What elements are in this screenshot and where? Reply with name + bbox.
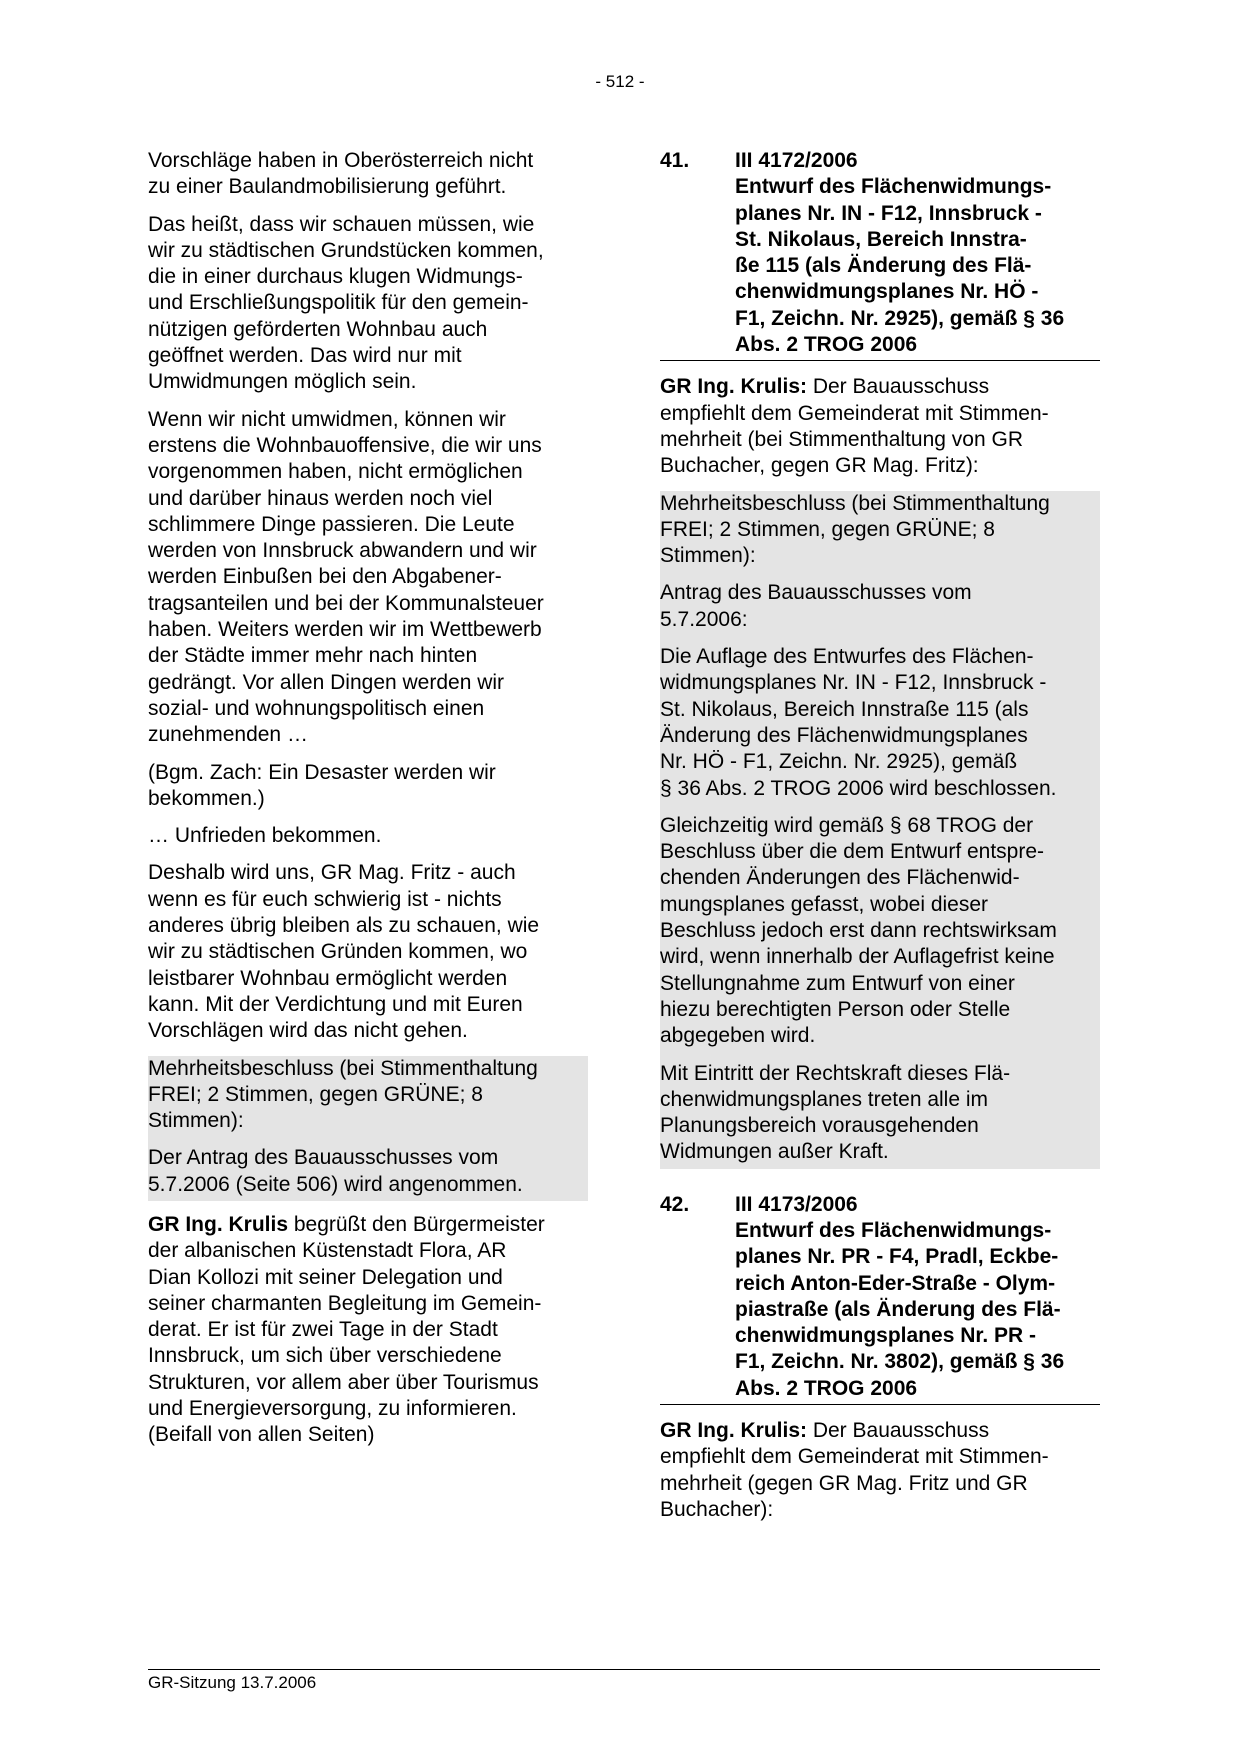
item-number: 41. <box>660 149 690 172</box>
speaker-name: GR Ing. Krulis: <box>660 1419 807 1443</box>
paragraph: … Unfrieden bekommen. <box>148 824 382 848</box>
agenda-item-41 <box>660 148 1100 361</box>
speaker-text: begrüßt den Bürgermeister der albanischen Küstenstadt Flora, AR Dian Kollozi mit seiner Delegation und seiner charmanten Begleitung im Gemein- derat. Er ist für zwei Tage in der Stadt Innsbruck, um sich über verschiedene Strukturen, vor allem aber über Tourismus und Energieversorgung, zu informieren. (Beifall von allen Seiten) <box>148 1212 545 1447</box>
resolution-block <box>148 1056 588 1201</box>
resolution-text: Der Antrag des Bauausschusses vom 5.7.2006 (Seite 506) wird angenommen. <box>148 1146 523 1196</box>
paragraph: Das heißt, dass wir schauen müssen, wie wir zu städtischen Grundstücken kommen, die in einer durchaus klugen Widmungs- und Erschließungspolitik für den gemein- nützigen geförderten Wohnbau auch geöffnet werden. Das wird nur mit Umwidmungen möglich sein. <box>148 212 544 394</box>
speaker-text: Der Bauausschuss empfiehlt dem Gemeinderat mit Stimmen- mehrheit (gegen GR Mag. Fritz und GR Buchacher): <box>660 1419 1049 1521</box>
paragraph: Deshalb wird uns, GR Mag. Fritz - auch wenn es für euch schwierig ist - nichts anderes übrig bleiben als zu schauen, wie wir zu städtischen Gründen kommen, wo leistbarer Wohnbau ermöglicht werden kann. Mit der Verdichtung und mit Euren Vorschlägen wird das nicht gehen. <box>148 861 540 1043</box>
paragraph <box>148 1212 588 1449</box>
resolution-text: Gleichzeitig wird gemäß § 68 TROG der Beschluss über die dem Entwurf entspre- chenden Änderungen des Flächenwid- mungsplanes gefasst, wobei dieser Beschluss jedoch erst dann rechtswirksam wird, wenn innerhalb der Auflagefrist keine Stellungnahme zum Entwurf von einer hiezu berechtigten Person oder Stelle abgegeben wird. <box>660 813 1057 1048</box>
paragraph <box>660 1418 1100 1523</box>
item-title: III 4172/2006 Entwurf des Flächenwidmungs- planes Nr. IN - F12, Innsbruck - St. Nikolaus, Bereich Innstra- ße 115 (als Änderung des Flä- chenwidmungsplanes Nr. HÖ - F1, Zeichn. Nr. 2925), gemäß § 36 Abs. 2 TROG 2006 <box>735 149 1065 357</box>
resolution-text: Die Auflage des Entwurfes des Flächen- widmungsplanes Nr. IN - F12, Innsbruck - St. Nikolaus, Bereich Innstraße 115 (als Änderung des Flächenwidmungsplanes Nr. HÖ - F1, Zeichn. Nr. 2925), gemäß § 36 Abs. 2 TROG 2006 wird beschlossen. <box>660 645 1057 800</box>
item-title: III 4173/2006 Entwurf des Flächenwidmungs- planes Nr. PR - F4, Pradl, Eckbe- reich Anton-Eder-Straße - Olym- piastraße (als Änderung des Flä- chenwidmungsplanes Nr. PR - F1, Zeichn. Nr. 3802), gemäß § 36 Abs. 2 TROG 2006 <box>735 1192 1065 1400</box>
interjection: (Bgm. Zach: Ein Desaster werden wir bekommen.) <box>148 760 496 810</box>
speaker-name: GR Ing. Krulis <box>148 1212 289 1236</box>
right-column <box>660 148 1100 1534</box>
paragraph <box>660 374 1100 479</box>
page-number: - 512 - <box>595 72 645 91</box>
agenda-item-42 <box>660 1192 1100 1405</box>
footer: GR-Sitzung 13.7.2006 <box>148 1673 317 1692</box>
speaker-text: Der Bauausschuss empfiehlt dem Gemeinderat mit Stimmen- mehrheit (bei Stimmenthaltung von GR Buchacher, gegen GR Mag. Fritz): <box>660 375 1049 478</box>
resolution-text: Mehrheitsbeschluss (bei Stimmenthaltung FREI; 2 Stimmen, gegen GRÜNE; 8 Stimmen): <box>660 491 1050 568</box>
speaker-name: GR Ing. Krulis: <box>660 375 807 399</box>
paragraph: Vorschläge haben in Oberösterreich nicht zu einer Baulandmobilisierung geführt. <box>148 149 534 199</box>
resolution-text: Antrag des Bauausschusses vom 5.7.2006: <box>660 581 972 631</box>
resolution-block <box>660 491 1100 1169</box>
paragraph: Wenn wir nicht umwidmen, können wir erstens die Wohnbauoffensive, die wir uns vorgenommen haben, nicht ermöglichen und darüber hinaus werden noch viel schlimmere Dinge passieren. Die Leute werden von Innsbruck abwandern und wir werden Einbußen bei den Abgabener- tragsanteilen und bei der Kommunalsteuer haben. Weiters werden wir im Wettbewerb der Städte immer mehr nach hinten gedrängt. Vor allen Dingen werden wir sozial- und wohnungspolitisch einen zunehmenden … <box>148 407 544 747</box>
item-number: 42. <box>660 1192 690 1216</box>
resolution-text: Mit Eintritt der Rechtskraft dieses Flä- chenwidmungsplanes treten alle im Planungsbereich vorausgehenden Widmungen außer Kraft. <box>660 1061 1011 1164</box>
resolution-text: Mehrheitsbeschluss (bei Stimmenthaltung FREI; 2 Stimmen, gegen GRÜNE; 8 Stimmen): <box>148 1056 538 1133</box>
left-column <box>148 148 588 1460</box>
footer-divider <box>148 1669 1100 1670</box>
